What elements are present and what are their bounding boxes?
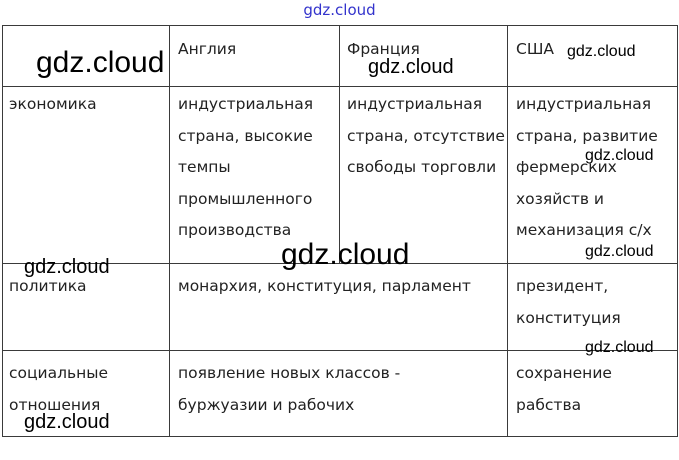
header-england: Англия bbox=[178, 40, 237, 58]
cell-line: темпы bbox=[178, 158, 231, 176]
watermark-top: gdz.cloud bbox=[303, 1, 376, 19]
row-social-usa bbox=[516, 358, 612, 421]
row-economy-france bbox=[347, 89, 505, 184]
row-economy-england bbox=[178, 89, 313, 247]
cell-line: механизация с/х bbox=[516, 221, 652, 239]
cell-line: свободы торговли bbox=[347, 158, 497, 176]
row-economy-usa bbox=[516, 89, 658, 247]
cell-line: конституция bbox=[516, 308, 621, 327]
cell-line: рабства bbox=[516, 395, 582, 414]
table-col-divider-3 bbox=[507, 25, 508, 437]
cell-line: страна, развитие bbox=[516, 126, 658, 145]
watermark-6: gdz.cloud bbox=[585, 243, 654, 260]
cell-line: производства bbox=[178, 221, 292, 239]
cell-line: отношения bbox=[9, 395, 101, 414]
watermark-2: gdz.cloud bbox=[368, 56, 454, 78]
row-politics-usa bbox=[516, 271, 621, 334]
row-politics-label: политика bbox=[9, 277, 87, 295]
cell-line: индустриальная bbox=[347, 95, 483, 113]
cell-line: появление новых классов - bbox=[178, 364, 401, 382]
watermark-1: gdz.cloud bbox=[36, 46, 165, 79]
cell-line: индустриальная bbox=[516, 95, 652, 113]
row-politics-england-france: монархия, конституция, парламент bbox=[178, 277, 471, 295]
watermark-9: gdz.cloud bbox=[24, 411, 110, 433]
cell-line: промышленного bbox=[178, 189, 313, 208]
cell-line: страна, высокие bbox=[178, 126, 313, 145]
table-col-divider-2 bbox=[339, 25, 340, 264]
table-border-bottom bbox=[2, 436, 678, 437]
cell-line: социальные bbox=[9, 364, 109, 382]
table-divider-header bbox=[2, 86, 678, 87]
cell-line: буржуазии и рабочих bbox=[178, 395, 355, 414]
cell-line: фермерских bbox=[516, 158, 617, 176]
watermark-7: gdz.cloud bbox=[24, 256, 110, 278]
header-usa: США bbox=[516, 40, 555, 58]
watermark-5: gdz.cloud bbox=[281, 238, 410, 271]
cell-line: президент, bbox=[516, 277, 609, 295]
cell-line: индустриальная bbox=[178, 95, 314, 113]
cell-line: хозяйств и bbox=[516, 189, 604, 208]
row-social-england-france bbox=[178, 358, 400, 421]
watermark-4: gdz.cloud bbox=[585, 147, 654, 164]
watermark-8: gdz.cloud bbox=[585, 339, 654, 356]
table-border-top bbox=[2, 25, 678, 26]
cell-line: страна, отсутствие bbox=[347, 126, 505, 145]
row-economy-label: экономика bbox=[9, 95, 97, 113]
table-col-divider-1 bbox=[169, 25, 170, 437]
table-divider-row2 bbox=[2, 350, 678, 351]
cell-line: сохранение bbox=[516, 364, 612, 382]
table-border-left bbox=[2, 25, 3, 437]
header-france: Франция bbox=[347, 40, 420, 58]
watermark-3: gdz.cloud bbox=[567, 43, 636, 60]
table-border-right bbox=[677, 25, 678, 437]
